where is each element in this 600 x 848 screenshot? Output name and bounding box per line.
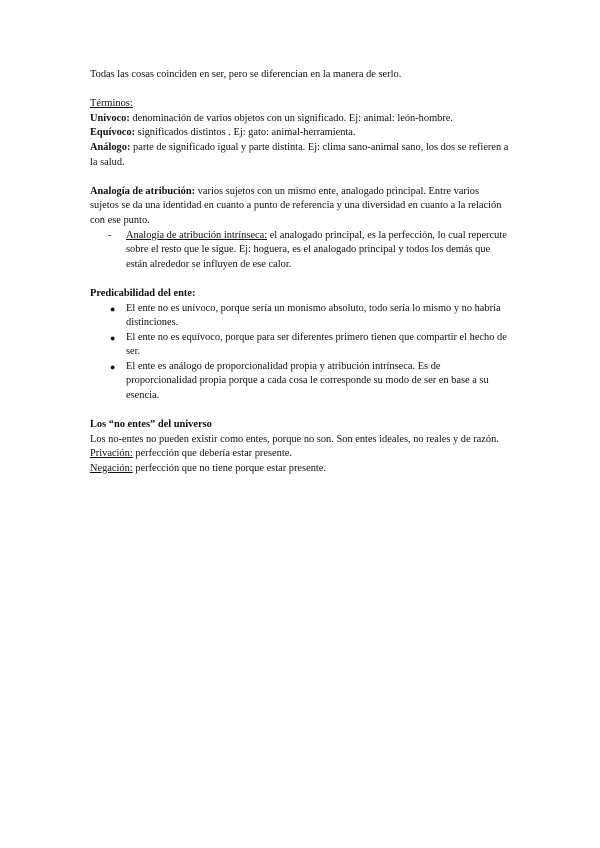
bullet-icon: ● <box>110 332 116 343</box>
analogo-text: parte de significado igual y parte distinta. Ej: clima sano-animal sano, los dos se refieren a la salud. <box>90 141 509 168</box>
privacion-text: perfección que debería estar presente. <box>132 448 292 460</box>
atribucion-term: Analogía de atribución: <box>90 185 196 197</box>
document-body <box>90 68 510 477</box>
intrinseca-term: Analogía de atribución intrínseca: <box>126 229 268 241</box>
intro-paragraph: Todas las cosas coinciden en ser, pero se diferencian en la manera de serlo. <box>90 69 402 80</box>
list-item <box>90 331 510 360</box>
list-item-text: El ente no es equívoco, porque para ser diferentes primero tienen que compartir el hecho de ser. <box>126 331 507 358</box>
negacion-text: perfección que no tiene porque estar presente. <box>132 463 326 475</box>
list-item <box>90 360 510 404</box>
equivoco-term: Equívoco: <box>90 127 136 139</box>
list-item <box>90 302 510 331</box>
negacion-definition <box>90 462 510 477</box>
analogo-term: Análogo: <box>90 141 131 153</box>
privacion-term: Privación: <box>90 448 133 460</box>
univoco-text: denominación de varios objetos con un significado. Ej: animal: león-hombre. <box>129 112 454 124</box>
terminos-heading: Términos: <box>90 98 133 110</box>
predicabilidad-list <box>90 302 510 404</box>
univoco-term: Unívoco: <box>90 112 130 124</box>
univoco-definition <box>90 112 510 127</box>
bullet-icon: ● <box>110 303 116 314</box>
predicabilidad-heading: Predicabilidad del ente: <box>90 287 196 299</box>
privacion-definition <box>90 447 510 462</box>
negacion-term: Negación: <box>90 463 133 475</box>
atribucion-text: varios sujetos con un mismo ente, analogado principal. Entre varios sujetos se da una identidad en cuanto a punto de referencia y una diversidad en cuanto a la relación con ese punto. <box>90 185 502 226</box>
equivoco-text: significados distintos . Ej: gato: animal-herramienta. <box>135 127 356 139</box>
dash-marker: - <box>108 229 112 241</box>
noentes-heading: Los “no entes” del universo <box>90 419 212 431</box>
list-item <box>90 229 510 273</box>
list-item-text: El ente es análogo de proporcionalidad propia y atribución intrínseca. Es de proporcionalidad propia porque a cada cosa le corresponde su modo de ser en base a su esencia. <box>126 360 489 402</box>
noentes-paragraph: Los no-entes no pueden existir como entes, porque no son. Son entes ideales, no reales y de razón. <box>90 433 499 445</box>
atribucion-list <box>90 229 510 273</box>
intrinseca-text: el analogado principal, es la perfección, lo cual repercute sobre el resto que le sigue. Ej: hoguera, es el analogado principal y todos los demás que están alrededor se influyen de ese calor. <box>126 229 507 270</box>
atribucion-paragraph <box>90 185 510 229</box>
bullet-icon: ● <box>110 361 116 372</box>
list-item-text: El ente no es unívoco, porque sería un monismo absoluto, todo sería lo mismo y no habría distinciones. <box>126 302 501 329</box>
equivoco-definition <box>90 126 510 141</box>
analogo-definition <box>90 141 510 170</box>
